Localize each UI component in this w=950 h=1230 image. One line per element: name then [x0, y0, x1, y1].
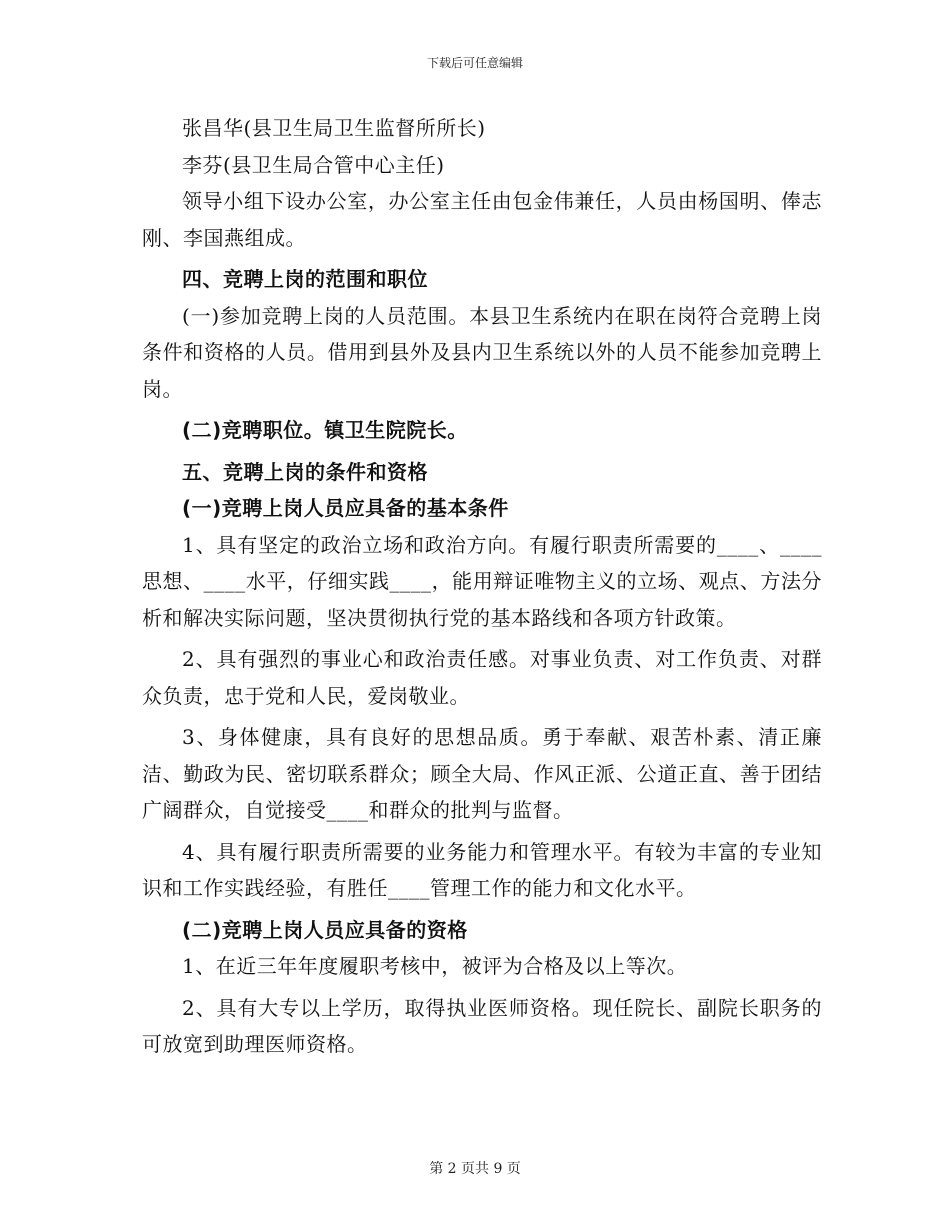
subheading-qualifications: (二)竞聘上岗人员应具备的资格	[182, 917, 468, 942]
paragraph-qualification-2: 2、具有大专以上学历，取得执业医师资格。现任院长、副院长职务的可放宽到助理医师资格。	[142, 995, 822, 1056]
paragraph-condition-2: 2、具有强烈的事业心和政治责任感。对事业负责、对工作负责、对群众负责，忠于党和人民，爱岗敬业。	[142, 647, 822, 708]
subheading-basic-conditions: (一)竞聘上岗人员应具备的基本条件	[182, 496, 509, 520]
paragraph-qualification-1: 1、在近三年年度履职考核中，被评为合格及以上等次。	[182, 954, 688, 978]
paragraph-member-li: 李芬(县卫生局合管中心主任)	[182, 152, 445, 177]
paragraph-scope: (一)参加竞聘上岗的人员范围。本县卫生系统内在职在岗符合竞聘上岗条件和资格的人员。借用到县外及县内卫生系统以外的人员不能参加竞聘上岗。	[142, 303, 822, 401]
paragraph-condition-1: 1、具有坚定的政治立场和政治方向。有履行职责所需要的____、____思想、____水平，仔细实践____，能用辩证唯物主义的立场、观点、方法分析和解决实际问题，坚决贯彻执行党的基本路线和各项方针政策。	[142, 532, 822, 630]
paragraph-condition-3: 3、身体健康，具有良好的思想品质。勇于奉献、艰苦朴素、清正廉洁、勤政为民、密切联系群众；顾全大局、作风正派、公道正直、善于团结广阔群众，自觉接受____和群众的批判与监督。	[142, 725, 822, 822]
paragraph-condition-4: 4、具有履行职责所需要的业务能力和管理水平。有较为丰富的专业知识和工作实践经验，有胜任____管理工作的能力和文化水平。	[142, 839, 822, 900]
page-footer-number: 第 2 页共 9 页	[429, 1161, 521, 1177]
document-body	[142, 110, 822, 1063]
section-heading-five: 五、竞聘上岗的条件和资格	[182, 459, 428, 484]
paragraph-member-zhang: 张昌华(县卫生局卫生监督所所长)	[182, 116, 486, 140]
section-heading-four: 四、竞聘上岗的范围和职位	[182, 267, 428, 291]
page-header-note: 下载后可任意编辑	[426, 56, 523, 70]
paragraph-office-setup: 领导小组下设办公室，办公室主任由包金伟兼任，人员由杨国明、俸志刚、李国燕组成。	[142, 189, 822, 250]
subheading-position: (二)竞聘职位。镇卫生院院长。	[182, 418, 468, 442]
